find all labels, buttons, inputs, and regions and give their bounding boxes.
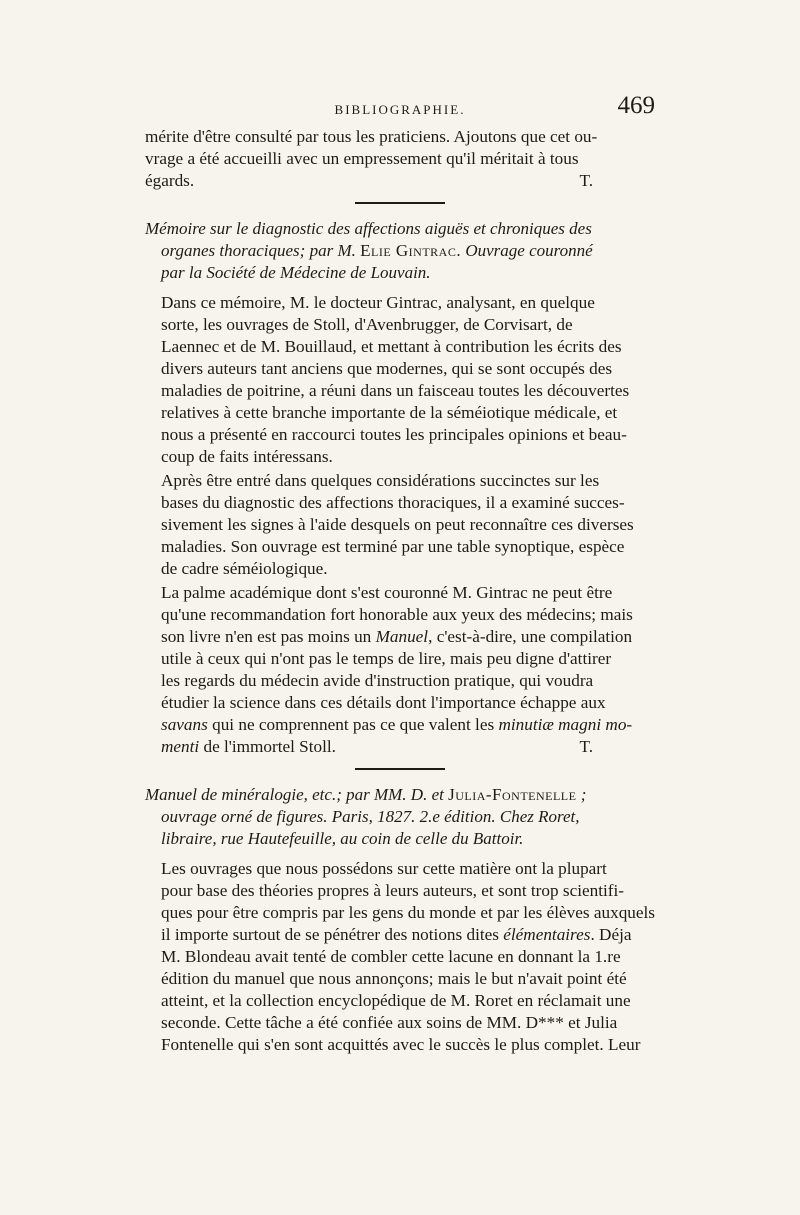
page-number: 469 — [617, 92, 655, 119]
text-segment: de l'immortel Stoll. — [199, 737, 336, 756]
emphasis: minutiæ magni mo- — [498, 715, 633, 734]
text-line: atteint, et la collection encyclopédique de M. Roret en réclamait une — [161, 991, 631, 1010]
text-line: Les ouvrages que nous possédons sur cette matière ont la plupart — [161, 859, 607, 878]
review1-paragraph-3 — [145, 582, 655, 758]
page-header — [145, 92, 655, 126]
text-line: Dans ce mémoire, M. le docteur Gintrac, analysant, en quelque — [161, 293, 595, 312]
continuation-paragraph — [145, 126, 655, 192]
reviewer-signature: T. — [579, 171, 593, 190]
text-line: utile à ceux qui n'ont pas le temps de lire, mais peu digne d'attirer — [161, 649, 612, 668]
title-line — [145, 784, 655, 806]
emphasis: menti — [161, 737, 200, 756]
text-segment: il importe surtout de se pénétrer des notions dites — [161, 925, 499, 944]
text-segment: son livre n'en est pas moins un — [161, 627, 372, 646]
text-line: pour base des théories propres à leurs auteurs, et sont trop scientifi- — [161, 881, 624, 900]
text-line: édition du manuel que nous annonçons; mais le but n'avait point été — [161, 969, 627, 988]
text-line-with-signature — [145, 170, 655, 192]
review-title-gintrac — [145, 218, 655, 284]
emphasis: Manuel — [375, 627, 429, 646]
text-line: M. Blondeau avait tenté de combler cette lacune en donnant la 1.re — [161, 947, 621, 966]
review-title-mineralogie — [145, 784, 655, 850]
emphasis: savans — [161, 715, 208, 734]
review1-paragraph-2 — [145, 470, 655, 580]
text-line-with-signature — [145, 736, 655, 758]
text-segment: , c'est-à-dire, une compilation — [428, 627, 633, 646]
title-line: Mémoire sur le diagnostic des affections aiguës et chroniques des — [145, 219, 592, 238]
text-line: bases du diagnostic des affections thoraciques, il a examiné succes- — [161, 493, 625, 512]
text-line: qu'une recommandation fort honorable aux yeux des médecins; mais — [161, 605, 633, 624]
section-divider — [355, 768, 445, 770]
text-line: vrage a été accueilli avec un empressement qu'il méritait à tous — [145, 149, 579, 168]
text-line: La palme académique dont s'est couronné M. Gintrac ne peut être — [161, 583, 613, 602]
review2-paragraph-1 — [145, 858, 655, 1056]
text-line: sorte, les ouvrages de Stoll, d'Avenbrugger, de Corvisart, de — [161, 315, 573, 334]
title-line — [145, 240, 655, 262]
text-line: maladies. Son ouvrage est terminé par une table synoptique, espèce — [161, 537, 625, 556]
text-segment: . Déja — [590, 925, 632, 944]
section-divider — [355, 202, 445, 204]
title-line: ouvrage orné de figures. Paris, 1827. 2.e édition. Chez Roret, — [161, 807, 580, 826]
text-line: égards. — [145, 171, 195, 190]
text-line: relatives à cette branche importante de la séméiotique médicale, et — [161, 403, 618, 422]
title-segment: ; — [580, 785, 587, 804]
reviewer-signature: T. — [579, 737, 593, 756]
text-line: Fontenelle qui s'en sont acquittés avec le succès le plus complet. Leur — [161, 1035, 641, 1054]
text-column — [145, 92, 655, 1056]
text-line — [145, 714, 655, 736]
text-line: Laennec et de M. Bouillaud, et mettant à contribution les écrits des — [161, 337, 622, 356]
text-line: seconde. Cette tâche a été confiée aux soins de MM. D*** et Julia — [161, 1013, 618, 1032]
text-line: coup de faits intéressans. — [161, 447, 333, 466]
author-name: Elie Gintrac. — [360, 241, 462, 260]
title-line: par la Société de Médecine de Louvain. — [161, 263, 431, 282]
title-line: libraire, rue Hautefeuille, au coin de celle du Battoir. — [161, 829, 524, 848]
text-line — [145, 924, 655, 946]
emphasis: élémentaires — [503, 925, 591, 944]
text-line: les regards du médecin avide d'instruction pratique, qui voudra — [161, 671, 594, 690]
text-line: divers auteurs tant anciens que modernes, qui se sont occupés des — [161, 359, 613, 378]
title-segment: Manuel de minéralogie, etc.; par MM. D. et — [145, 785, 444, 804]
review1-paragraph-1 — [145, 292, 655, 468]
text-segment: qui ne comprennent pas ce que valent les — [207, 715, 495, 734]
text-line: sivement les signes à l'aide desquels on peut reconnaître ces diverses — [161, 515, 634, 534]
text-line: étudier la science dans ces détails dont l'importance échappe aux — [161, 693, 606, 712]
text-line: nous a présenté en raccourci toutes les principales opinions et beau- — [161, 425, 627, 444]
text-line: maladies de poitrine, a réuni dans un faisceau toutes les découvertes — [161, 381, 630, 400]
title-segment: Ouvrage couronné — [465, 241, 593, 260]
author-name: Julia-Fontenelle — [448, 785, 577, 804]
title-segment: organes thoraciques; par M. — [161, 241, 356, 260]
text-line: ques pour être compris par les gens du monde et par les élèves auxquels — [161, 903, 655, 922]
running-head: BIBLIOGRAPHIE. — [334, 102, 466, 117]
text-line — [145, 626, 655, 648]
text-line: Après être entré dans quelques considérations succinctes sur les — [161, 471, 600, 490]
text-line: mérite d'être consulté par tous les praticiens. Ajoutons que cet ou- — [145, 127, 598, 146]
text-line: de cadre séméiologique. — [161, 559, 328, 578]
